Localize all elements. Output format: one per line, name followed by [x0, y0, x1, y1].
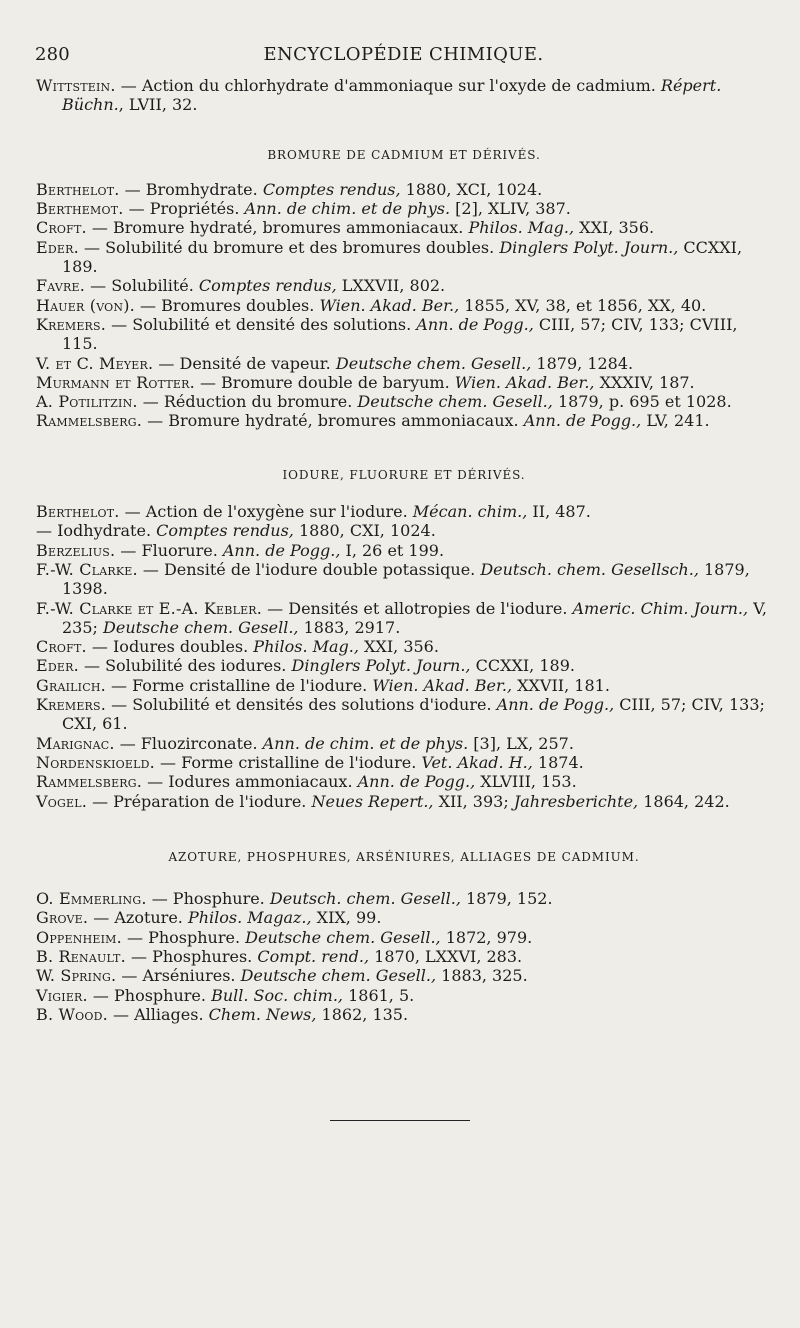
entry-description: — Réduction du bromure. — [137, 392, 358, 412]
entry-author: W. Spring. — [36, 966, 117, 986]
entry-reference: XIX, 99. — [311, 908, 382, 928]
entry-journal: Deutsch. chem. Gesell., — [269, 889, 461, 909]
entry-journal: Ann. de Pogg., — [222, 540, 341, 560]
entry-reference: XLVIII, 153. — [475, 772, 577, 792]
entry-reference: 1855, XV, 38, et 1856, XX, 40. — [459, 295, 707, 315]
entry-reference-secondary: 1883, 2917. — [298, 617, 401, 637]
bibliography-section — [36, 848, 772, 1024]
entry-reference: 1879, 152. — [460, 889, 553, 909]
entry-reference: LV, 241. — [641, 411, 710, 431]
entry-description: — Densités et allotropies de l'iodure. — [262, 598, 573, 618]
entry-journal-secondary: Jahresberichte, — [513, 791, 639, 811]
entry-reference: CIII, 57; CIV, 133; CXI, 61. — [62, 695, 765, 734]
entry-journal: Ann. de chim. et de phys. — [262, 733, 469, 753]
entry-author: Grove. — [36, 908, 89, 928]
entry-journal: Americ. Chim. Journ., — [572, 598, 749, 618]
entry-journal: Mécan. chim., — [412, 502, 528, 522]
entry-author: Berzelius. — [36, 540, 116, 560]
entry-description: — Alliages. — [107, 1004, 209, 1024]
entry-reference: 1883, 325. — [436, 966, 528, 986]
entry-journal: Philos. Mag., — [253, 637, 359, 657]
running-title: ENCYCLOPÉDIE CHIMIQUE. — [263, 44, 544, 65]
entry-reference: [3], LX, 257. — [468, 733, 574, 753]
bibliography-entry — [36, 772, 772, 791]
page-header — [35, 44, 772, 68]
entry-reference: XXXIV, 187. — [594, 372, 695, 392]
entry-description: — Phosphures. — [125, 946, 258, 966]
bibliography-entry — [36, 986, 772, 1005]
entry-description: — Propriétés. — [123, 199, 245, 219]
entry-author: Berthelot. — [36, 179, 120, 199]
bibliography-entry — [36, 199, 772, 218]
entry-description: — Action de l'oxygène sur l'iodure. — [119, 502, 413, 522]
bibliography-entry — [36, 276, 772, 295]
bibliography-entry — [36, 502, 772, 521]
entry-journal: Philos. Mag., — [468, 218, 575, 238]
entry-reference: 1879, p. 695 et 1028. — [552, 392, 732, 412]
entry-journal: Ann. de chim. et de phys. — [244, 199, 451, 219]
entry-description: — Phosphure. — [146, 889, 270, 909]
entry-journal: Deutsch. chem. Gesellsch., — [480, 559, 699, 579]
entry-description: — Iodures ammoniacaux. — [142, 772, 358, 792]
entry-author: Eder. — [36, 656, 79, 676]
entry-reference: CIII, 57; CIV, 133; CVIII, 115. — [62, 314, 738, 354]
entry-author: F.-W. Clarke et E.-A. Kebler. — [36, 598, 263, 618]
entry-journal: Deutsche chem. Gesell., — [335, 353, 532, 373]
entry-reference: 1880, CXI, 1024. — [293, 521, 436, 541]
entry-reference: , LVII, 32. — [118, 95, 198, 115]
page-number: 280 — [35, 44, 70, 65]
entry-journal: Ann. de Pogg., — [523, 411, 642, 431]
entry-description: — Arséniures. — [116, 966, 241, 986]
bibliography-entry — [36, 411, 772, 430]
bibliography-content — [36, 76, 772, 1024]
entry-description: — Azoture. — [88, 908, 188, 928]
entry-reference: 1879, 1398. — [62, 559, 750, 599]
entry-description: — Iodhydrate. — [36, 521, 157, 541]
bibliography-entry — [36, 599, 772, 638]
entry-journal: Dinglers Polyt. Journ., — [499, 237, 679, 257]
entry-journal: Philos. Magaz., — [187, 908, 312, 928]
bibliography-entry — [36, 560, 772, 599]
entry-description: — Forme cristalline de l'iodure. — [154, 752, 422, 772]
entry-author: Marignac. — [36, 733, 115, 753]
entry-journal: Ann. de Pogg., — [416, 314, 534, 334]
bibliography-entry — [36, 656, 772, 675]
entry-description: — Phosphure. — [87, 985, 212, 1005]
entry-reference: II, 487. — [527, 502, 591, 522]
entry-description: — Fluorure. — [115, 540, 223, 560]
entry-author: Vigier. — [36, 985, 88, 1005]
bibliography-entry — [36, 238, 772, 277]
entry-journal: Ann. de Pogg., — [496, 695, 615, 715]
entry-description: — Bromure double de baryum. — [194, 372, 455, 392]
entry-description: — Solubilité. — [85, 276, 199, 296]
entry-description: — Solubilité et densité des solutions. — [106, 314, 417, 334]
entry-journal: Bull. Soc. chim., — [211, 985, 343, 1005]
entry-author: Vogel. — [36, 791, 87, 811]
bibliography-section — [36, 146, 772, 431]
bibliography-entry — [36, 889, 772, 908]
entry-author: Kremers. — [36, 314, 107, 334]
entry-reference: XXVII, 181. — [512, 675, 610, 695]
entry-author: Murmann et Rotter. — [36, 372, 195, 392]
entry-author: Croft. — [36, 637, 87, 657]
entry-reference: XXI, 356. — [358, 637, 439, 657]
entry-description: — Bromure hydraté, bromures ammoniacaux. — [86, 218, 469, 238]
entry-reference: 1880, XCI, 1024. — [400, 179, 543, 199]
entry-reference: LXXVII, 802. — [336, 276, 446, 296]
entry-description: — Action du chlorhydrate d'ammoniaque sur l'oxyde de cadmium. — [115, 76, 661, 95]
bibliography-entry — [36, 218, 772, 237]
entry-description: — Fluozirconate. — [114, 733, 263, 753]
entry-author: V. et C. Meyer. — [36, 353, 154, 373]
entry-description: — Densité de l'iodure double potassique. — [137, 559, 481, 579]
entry-reference: 1862, 135. — [316, 1004, 409, 1024]
bibliography-entry — [36, 908, 772, 927]
entry-author: Grailich. — [36, 675, 106, 695]
bibliography-entry — [36, 947, 772, 966]
entry-author: Eder. — [36, 237, 79, 257]
entry-author: Croft. — [36, 218, 87, 238]
bibliography-entry — [36, 354, 772, 373]
bibliography-entry — [36, 296, 772, 315]
entry-author: Berthelot. — [36, 502, 120, 522]
entry-author: Rammelsberg. — [36, 411, 143, 431]
entry-reference-secondary: 1864, 242. — [638, 791, 730, 811]
bibliography-entry — [36, 541, 772, 560]
entry-journal: Dinglers Polyt. Journ., — [291, 656, 471, 676]
entry-description: — Phosphure. — [121, 927, 246, 947]
entry-description: — Préparation de l'iodure. — [86, 791, 312, 811]
bibliography-entry — [36, 373, 772, 392]
entry-description: — Solubilité et densités des solutions d'iodure. — [106, 695, 497, 715]
section-heading: BROMURE DE CADMIUM ET DÉRIVÉS. — [267, 147, 541, 162]
entry-author: Favre. — [36, 276, 86, 296]
bibliography-entry — [36, 637, 772, 656]
section-heading: IODURE, FLUORURE ET DÉRIVÉS. — [282, 467, 526, 482]
entry-reference: I, 26 et 199. — [340, 540, 445, 560]
entry-author: Oppenheim. — [36, 927, 122, 947]
entry-reference: [2], XLIV, 387. — [450, 199, 571, 219]
bibliography-entry — [36, 966, 772, 985]
entry-author: B. Renault. — [36, 946, 126, 966]
entry-journal: Wien. Akad. Ber., — [454, 372, 595, 392]
entry-reference: V, 235; — [62, 598, 768, 637]
closing-rule — [330, 1120, 470, 1121]
entry-journal-secondary: Deutsche chem. Gesell., — [103, 617, 299, 637]
entry-journal: Deutsche chem. Gesell., — [245, 927, 441, 947]
entry-journal: Chem. News, — [208, 1004, 317, 1024]
section-heading: AZOTURE, PHOSPHURES, ARSÉNIURES, ALLIAGES DE CADMIUM. — [168, 849, 640, 864]
entry-journal: Ann. de Pogg., — [357, 772, 476, 792]
entry-author: O. Emmerling. — [36, 889, 147, 909]
entry-journal: Wien. Akad. Ber., — [319, 295, 460, 315]
entry-journal: Neues Repert., — [311, 791, 434, 811]
entry-journal: Wien. Akad. Ber., — [372, 675, 513, 695]
entry-journal: Vet. Akad. H., — [421, 752, 533, 772]
entry-reference: CCXXI, 189. — [470, 656, 575, 676]
entry-description: — Bromure hydraté, bromures ammoniacaux. — [142, 411, 524, 431]
entry-description: — Bromhydrate. — [119, 179, 263, 199]
bibliography-entry — [36, 676, 772, 695]
entry-description: — Densité de vapeur. — [153, 353, 336, 373]
entry-journal: Comptes rendus, — [156, 521, 294, 541]
bibliography-entry — [36, 315, 772, 354]
entry-author: B. Wood. — [36, 1004, 108, 1024]
entry-reference: 1874. — [532, 752, 584, 772]
entry-reference: CCXXI, 189. — [62, 237, 743, 277]
entry-journal: Deutsche chem. Gesell., — [357, 392, 553, 412]
bibliography-entry — [36, 392, 772, 411]
entry-description: — Iodures doubles. — [86, 637, 254, 657]
entry-journal: Répert. Büchn. — [62, 76, 722, 115]
entry-description: — Forme cristalline de l'iodure. — [105, 675, 373, 695]
entry-journal: Comptes rendus, — [262, 179, 401, 199]
bibliography-entry — [36, 180, 772, 199]
entry-author: F.-W. Clarke. — [36, 559, 138, 579]
entry-reference: 1872, 979. — [440, 927, 533, 947]
entry-author: Nordenskioeld. — [36, 752, 155, 772]
entry-reference: 1870, LXXVI, 283. — [369, 946, 523, 966]
entry-description: — Solubilité du bromure et des bromures doubles. — [78, 237, 500, 257]
entry-reference: 1879, 1284. — [531, 353, 634, 373]
bibliography-entry — [36, 753, 772, 772]
bibliography-entry — [36, 792, 772, 811]
entry-journal: Compt. rend., — [257, 946, 370, 966]
bibliography-entry — [36, 734, 772, 753]
entry-description: — Solubilité des iodures. — [78, 656, 292, 676]
entry-description: — Bromures doubles. — [134, 295, 320, 315]
bibliography-entry — [36, 928, 772, 947]
entry-reference: XII, 393; — [433, 791, 514, 811]
entry-reference: 1861, 5. — [343, 985, 415, 1005]
bibliography-entry — [36, 521, 772, 540]
bibliography-entry — [36, 1005, 772, 1024]
entry-author: A. Potilitzin. — [36, 392, 138, 412]
bibliography-section — [36, 466, 772, 811]
entry-author: Berthemot. — [36, 199, 124, 219]
entry-author: Wittstein. — [36, 76, 116, 95]
entry-journal: Deutsche chem. Gesell., — [240, 966, 437, 986]
bibliography-entry — [36, 695, 772, 734]
entry-author: Hauer (von). — [36, 295, 135, 315]
bibliography-entry — [36, 76, 772, 115]
entry-reference: XXI, 356. — [574, 218, 655, 238]
entry-journal: Comptes rendus, — [198, 276, 337, 296]
entry-author: Rammelsberg. — [36, 772, 143, 792]
entry-author: Kremers. — [36, 695, 107, 715]
